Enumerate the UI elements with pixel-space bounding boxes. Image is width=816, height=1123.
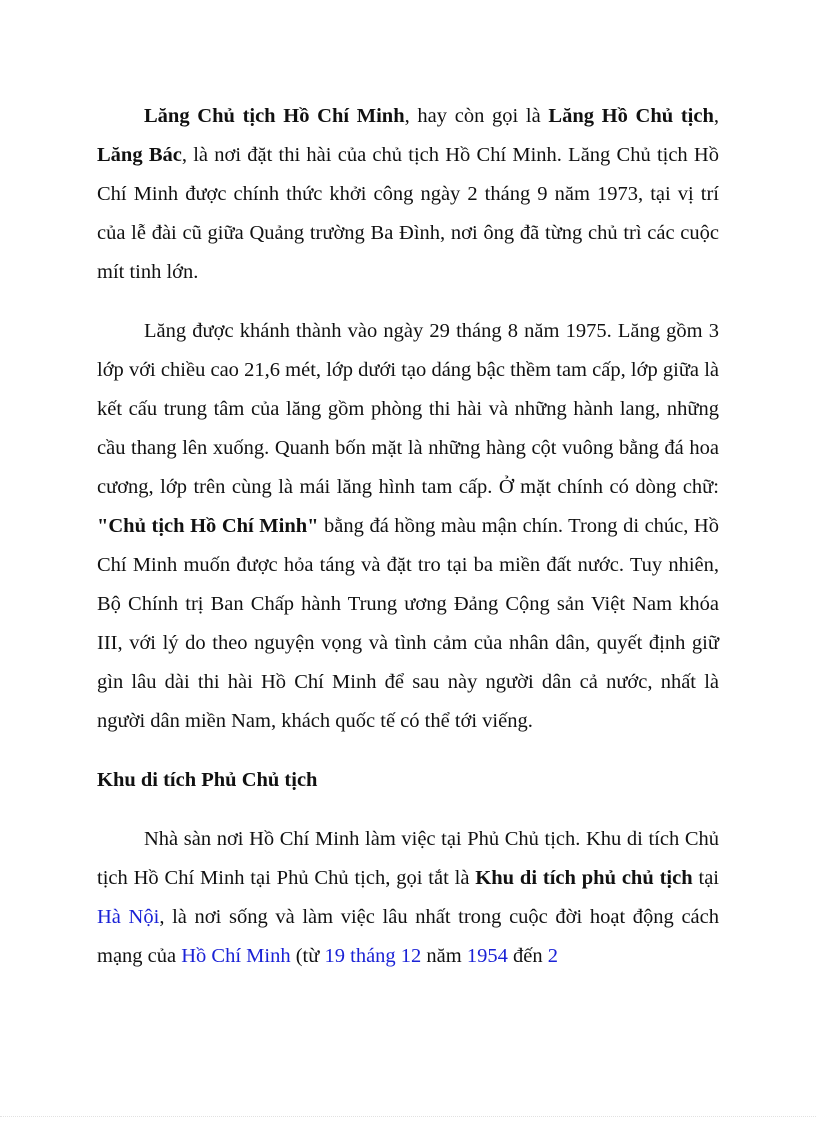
paragraph-text: năm xyxy=(421,945,467,967)
paragraph-text: bằng đá hồng màu mận chín. Trong di chúc, Hồ Chí Minh muốn được hỏa táng và đặt tro tại ba miền đất nước. Tuy nhiên, Bộ Chính trị Ban Chấp hành Trung ương Đảng Cộng sản Việt Nam khóa III, với lý do theo nguyện vọng và tình cảm của nhân dân, quyết định giữ gìn lâu dài thi hài Hồ Chí Minh để sau này người dân cả nước, nhất là người dân miền Nam, khách quốc tế có thể tới viếng. xyxy=(97,515,719,732)
term-lang-bac: Lăng Bác xyxy=(97,144,182,166)
paragraph-text: Nhà sàn nơi Hồ Chí Minh làm việc tại Phủ Chủ tịch. Khu di tích Chủ tịch Hồ Chí Minh tại Phủ Chủ tịch, gọi tắt là xyxy=(97,828,719,889)
paragraph-text: , là nơi sống và làm việc lâu nhất trong cuộc đời hoạt động cách mạng của xyxy=(97,906,719,967)
paragraph-text: đến xyxy=(507,945,548,967)
paragraph-text: tại xyxy=(692,867,719,889)
term-lang-chu-tich: Lăng Chủ tịch Hồ Chí Minh xyxy=(144,105,405,127)
link-1954[interactable]: 1954 xyxy=(466,945,508,967)
page-bottom-edge xyxy=(0,1116,816,1117)
paragraph-mausoleum-intro xyxy=(97,97,719,292)
section-heading: Khu di tích Phủ Chủ tịch xyxy=(97,769,318,791)
quote-inscription: "Chủ tịch Hồ Chí Minh" xyxy=(97,515,319,537)
paragraph-text: , xyxy=(713,105,719,127)
paragraph-presidential-palace xyxy=(97,820,719,976)
term-lang-ho-chu-tich: Lăng Hồ Chủ tịch xyxy=(548,105,714,127)
paragraph-text: , hay còn gọi là xyxy=(404,105,549,127)
link-ha-noi[interactable]: Hà Nội xyxy=(97,906,160,928)
link-2[interactable]: 2 xyxy=(547,945,558,967)
term-khu-di-tich: Khu di tích phủ chủ tịch xyxy=(475,867,693,889)
paragraph-text: Lăng được khánh thành vào ngày 29 tháng 8 năm 1975. Lăng gồm 3 lớp với chiều cao 21,6 mét, lớp dưới tạo dáng bậc thềm tam cấp, lớp giữa là kết cấu trung tâm của lăng gồm phòng thi hài và những hành lang, những cầu thang lên xuống. Quanh bốn mặt là những hàng cột vuông bằng đá hoa cương, lớp trên cùng là mái lăng hình tam cấp. Ở mặt chính có dòng chữ: xyxy=(97,320,719,498)
link-19-thang-12[interactable]: 19 tháng 12 xyxy=(324,945,422,967)
document-page xyxy=(97,97,719,996)
paragraph-text: (từ xyxy=(290,945,325,967)
paragraph-text: , là nơi đặt thi hài của chủ tịch Hồ Chí Minh. Lăng Chủ tịch Hồ Chí Minh được chính thức khởi công ngày 2 tháng 9 năm 1973, tại vị trí của lễ đài cũ giữa Quảng trường Ba Đình, nơi ông đã từng chủ trì các cuộc mít tinh lớn. xyxy=(97,144,719,283)
link-ho-chi-minh[interactable]: Hồ Chí Minh xyxy=(181,945,291,967)
paragraph-mausoleum-details xyxy=(97,312,719,741)
